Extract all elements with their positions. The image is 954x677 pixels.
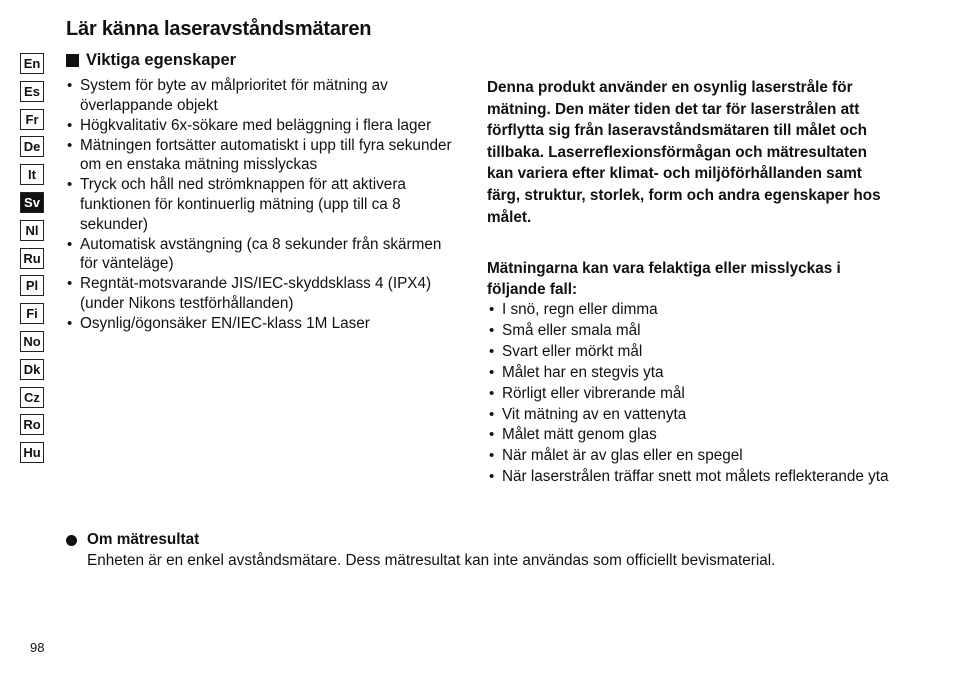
list-item bbox=[66, 175, 461, 234]
lang-tab-nl[interactable]: Nl bbox=[20, 220, 44, 241]
lang-tab-it[interactable]: It bbox=[20, 164, 44, 185]
lang-tab-cz[interactable]: Cz bbox=[20, 387, 44, 408]
lang-tab-de[interactable]: De bbox=[20, 136, 44, 157]
list-item-text: När laserstrålen träffar snett mot målets reflekterande yta bbox=[502, 468, 889, 486]
list-item bbox=[66, 136, 461, 175]
lang-tab-fr[interactable]: Fr bbox=[20, 109, 44, 130]
page-number: 98 bbox=[30, 640, 45, 655]
list-item-text: Osynlig/ögonsäker EN/IEC-klass 1M Laser bbox=[80, 315, 370, 333]
bullet-icon: • bbox=[67, 77, 73, 94]
section-heading-label: Viktiga egenskaper bbox=[86, 51, 237, 69]
lang-tab-pl[interactable]: Pl bbox=[20, 275, 44, 296]
bullet-icon: • bbox=[489, 405, 495, 423]
bullet-icon: • bbox=[67, 275, 73, 293]
list-item bbox=[488, 342, 898, 362]
bullet-icon: • bbox=[67, 315, 73, 333]
features-list bbox=[66, 76, 461, 334]
list-item-text: När målet är av glas eller en spegel bbox=[502, 447, 743, 465]
results-text: Enheten är en enkel avståndsmätare. Dess mätresultat kan inte användas som officiellt bevismaterial. bbox=[87, 552, 776, 569]
list-item-text: Mätningen fortsätter automatiskt i upp till fyra sekunder om en enstaka mätning misslyckas bbox=[80, 136, 452, 174]
lang-tab-dk[interactable]: Dk bbox=[20, 359, 44, 380]
list-item bbox=[488, 425, 898, 445]
failure-heading: Mätningarna kan vara felaktiga eller misslyckas i följande fall: bbox=[487, 260, 841, 298]
list-item bbox=[66, 314, 461, 334]
list-item-text: Målet mätt genom glas bbox=[502, 426, 657, 444]
lang-tab-es[interactable]: Es bbox=[20, 81, 44, 102]
lang-tab-hu[interactable]: Hu bbox=[20, 442, 44, 463]
list-item-text: Små eller smala mål bbox=[502, 321, 641, 339]
list-item-text: System för byte av målprioritet för mätning av överlappande objekt bbox=[80, 77, 388, 114]
bullet-icon: • bbox=[67, 176, 73, 194]
list-item-text: Rörligt eller vibrerande mål bbox=[502, 384, 685, 402]
bullet-icon: • bbox=[67, 235, 73, 253]
list-item bbox=[66, 116, 461, 136]
list-item-text: Målet har en stegvis yta bbox=[502, 363, 664, 381]
lang-tab-fi[interactable]: Fi bbox=[20, 303, 44, 324]
list-item bbox=[488, 363, 898, 383]
list-item bbox=[488, 467, 898, 487]
bullet-icon: • bbox=[489, 447, 495, 465]
bullet-icon: • bbox=[67, 116, 73, 134]
section-heading bbox=[66, 51, 236, 70]
list-item bbox=[488, 405, 898, 425]
list-item-text: I snö, regn eller dimma bbox=[502, 301, 658, 318]
list-item bbox=[66, 274, 461, 313]
list-item bbox=[488, 384, 898, 404]
list-item bbox=[66, 235, 461, 274]
page-title: Lär känna laseravståndsmätaren bbox=[66, 18, 372, 40]
lang-tab-ru[interactable]: Ru bbox=[20, 248, 44, 269]
lang-tab-ro[interactable]: Ro bbox=[20, 414, 44, 435]
bullet-icon: • bbox=[489, 363, 495, 381]
bullet-icon: • bbox=[67, 136, 73, 154]
list-item-text: Automatisk avstängning (ca 8 sekunder från skärmen för vänteläge) bbox=[80, 235, 442, 273]
list-item-text: Tryck och håll ned strömknappen för att aktivera funktionen för kontinuerlig mätning (upp till ca 8 sekunder) bbox=[80, 176, 406, 233]
lang-tab-sv[interactable]: Sv bbox=[20, 192, 44, 213]
list-item-text: Högkvalitativ 6x-sökare med beläggning i flera lager bbox=[80, 116, 432, 134]
list-item bbox=[488, 300, 898, 320]
bullet-icon: • bbox=[489, 342, 495, 360]
results-heading-label: Om mätresultat bbox=[87, 531, 200, 548]
failure-cases-list bbox=[488, 300, 898, 488]
square-icon bbox=[66, 54, 79, 67]
list-item bbox=[488, 446, 898, 466]
list-item-text: Vit mätning av en vattenyta bbox=[502, 405, 687, 423]
bullet-icon: • bbox=[489, 468, 495, 486]
list-item-text: Svart eller mörkt mål bbox=[502, 342, 643, 360]
bullet-icon: • bbox=[489, 384, 495, 402]
list-item-text: Regntät-motsvarande JIS/IEC-skyddsklass 4 (IPX4) (under Nikons testförhållanden) bbox=[80, 275, 432, 313]
lang-tab-en[interactable]: En bbox=[20, 53, 44, 74]
list-item bbox=[488, 321, 898, 341]
bullet-icon: • bbox=[489, 301, 495, 318]
results-heading bbox=[66, 531, 199, 549]
intro-paragraph: Denna produkt använder en osynlig laserstråle för mätning. Den mäter tiden det tar för laserstrålen att förflytta sig från laseravståndsmätaren till målet och tillbaka. Laserreflexionsförmågan och mätresultaten kan variera efter klimat- och miljöförhållanden samt färg, struktur, storlek, form och andra egenskaper hos målet. bbox=[487, 79, 881, 226]
lang-tab-no[interactable]: No bbox=[20, 331, 44, 352]
bullet-icon: • bbox=[489, 426, 495, 444]
bullet-icon: • bbox=[489, 321, 495, 339]
circle-icon bbox=[66, 535, 77, 546]
list-item bbox=[66, 76, 461, 115]
